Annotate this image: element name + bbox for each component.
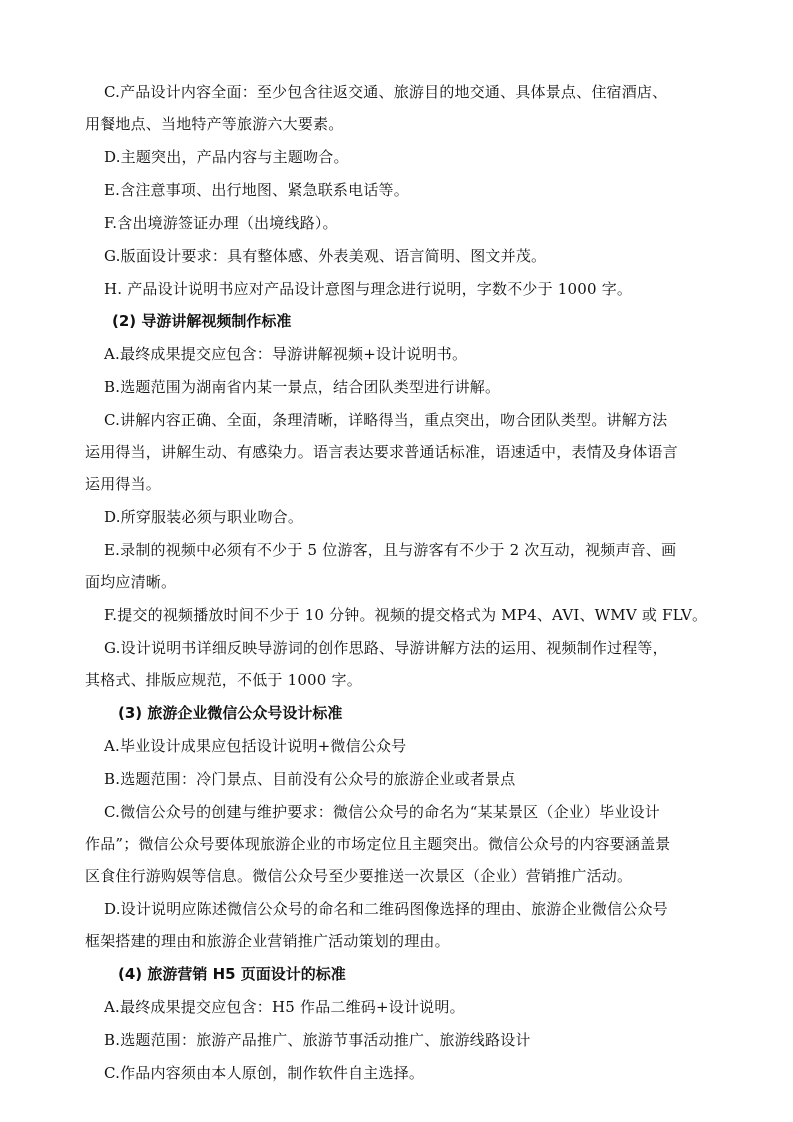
paragraph-a: A.最终成果提交应包含：导游讲解视频+设计说明书。 [104,345,468,363]
paragraph-d-line-2: 框架搭建的理由和旅游企业营销推广活动策划的理由。 [85,932,450,950]
paragraph-d: D.主题突出，产品内容与主题吻合。 [104,148,349,166]
paragraph-g-line-2: 其格式、排版应规范，不低于 1000 字。 [85,671,362,689]
paragraph-g-line-1: G.设计说明书详细反映导游词的创作思路、导游讲解方法的运用、视频制作过程等， [104,639,668,657]
paragraph-c-line-1: C.讲解内容正确、全面，条理清晰，详略得当，重点突出，吻合团队类型。讲解方法 [104,411,668,429]
paragraph-e-line-1: E.录制的视频中必须有不少于 5 位游客，且与游客有不少于 2 次互动，视频声音、画 [104,541,677,559]
paragraph-b: B.选题范围：冷门景点、目前没有公众号的旅游企业或者景点 [104,770,516,788]
paragraph-b: B.选题范围：旅游产品推广、旅游节事活动推广、旅游线路设计 [104,1031,531,1049]
paragraph-a: A.毕业设计成果应包括设计说明+微信公众号 [104,737,407,755]
paragraph-f: F.提交的视频播放时间不少于 10 分钟。视频的提交格式为 MP4、AVI、WMV 或 FLV。 [104,606,708,624]
paragraph-c-line-2: 作品”；微信公众号要体现旅游企业的市场定位且主题突出。微信公众号的内容要涵盖景 [85,835,671,853]
paragraph-c: C.作品内容须由本人原创，制作软件自主选择。 [104,1064,425,1082]
paragraph-c-line-2: 运用得当，讲解生动、有感染力。语言表达要求普通话标准，语速适中，表情及身体语言 [85,443,678,461]
paragraph-c-line-1: C.微信公众号的创建与维护要求：微信公众号的命名为“某某景区（企业）毕业设计 [104,803,660,821]
section-heading-h5: (4) 旅游营销 H5 页面设计的标准 [118,965,346,983]
paragraph-b: B.选题范围为湖南省内某一景点，结合团队类型进行讲解。 [104,378,501,396]
paragraph-e-line-2: 面均应清晰。 [85,573,177,591]
paragraph-d: D.所穿服装必须与职业吻合。 [104,508,304,526]
paragraph-h: H. 产品设计说明书应对产品设计意图与理念进行说明，字数不少于 1000 字。 [104,280,633,298]
paragraph-c-line-1: C.产品设计内容全面：至少包含往返交通、旅游目的地交通、具体景点、住宿酒店、 [104,83,668,101]
paragraph-c-line-3: 区食住行游购娱等信息。微信公众号至少要推送一次景区（企业）营销推广活动。 [85,867,633,885]
paragraph-e: E.含注意事项、出行地图、紧急联系电话等。 [104,181,409,199]
paragraph-c-line-2: 用餐地点、当地特产等旅游六大要素。 [85,115,344,133]
paragraph-d-line-1: D.设计说明应陈述微信公众号的命名和二维码图像选择的理由、旅游企业微信公众号 [104,900,668,918]
section-heading-video: (2) 导游讲解视频制作标准 [112,312,292,330]
paragraph-c-line-3: 运用得当。 [85,475,162,493]
paragraph-f: F.含出境游签证办理（出境线路）。 [104,214,338,232]
paragraph-a: A.最终成果提交应包含：H5 作品二维码+设计说明。 [104,998,465,1016]
section-heading-wechat: (3) 旅游企业微信公众号设计标准 [118,704,343,722]
paragraph-g: G.版面设计要求：具有整体感、外表美观、语言简明、图文并茂。 [104,247,547,265]
